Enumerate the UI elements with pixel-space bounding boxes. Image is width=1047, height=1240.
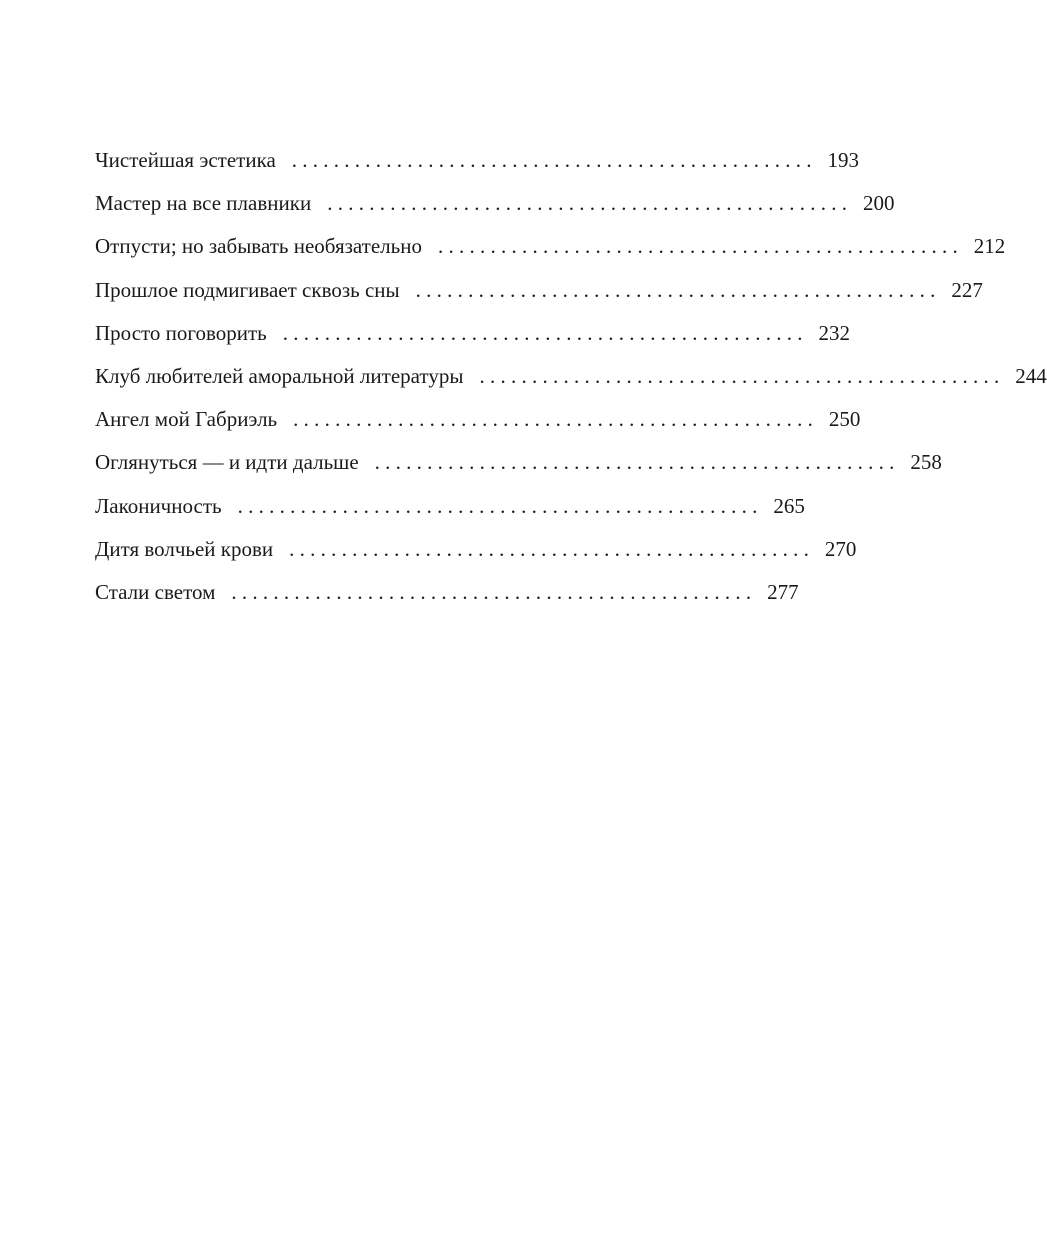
toc-entry[interactable]: [95, 534, 857, 577]
toc-entry-title: Прошлое подмигивает сквозь сны: [95, 277, 400, 302]
toc-dot-leader: . . . . . . . . . . . . . . . . . . . . . . . . . . . . . . . . . . . . . . . . . . . . . . . . . .: [374, 450, 895, 475]
toc-dot-leader: . . . . . . . . . . . . . . . . . . . . . . . . . . . . . . . . . . . . . . . . . . . . . . . . . .: [293, 407, 813, 432]
toc-entry-page: 265: [773, 493, 805, 518]
table-of-contents: [95, 145, 1047, 620]
toc-entry-page: 200: [862, 191, 895, 216]
toc-entry[interactable]: [95, 361, 1047, 404]
toc-entry-page: 244: [1015, 363, 1047, 388]
toc-entry[interactable]: [95, 447, 942, 490]
toc-entry-title: Стали светом: [95, 579, 216, 604]
toc-entry-title: Мастер на все плавники: [95, 191, 312, 216]
toc-dot-leader: . . . . . . . . . . . . . . . . . . . . . . . . . . . . . . . . . . . . . . . . . . . . . . . . . .: [415, 277, 936, 302]
toc-entry-title: Отпусти; но забывать необязательно: [95, 234, 422, 259]
toc-entry[interactable]: [95, 231, 1006, 274]
toc-entry-title: Оглянуться — и идти дальше: [95, 450, 359, 475]
toc-entry-page: 212: [973, 234, 1006, 259]
toc-entry[interactable]: [95, 577, 799, 620]
toc-entry-title: Клуб любителей аморальной литературы: [95, 363, 464, 388]
toc-dot-leader: . . . . . . . . . . . . . . . . . . . . . . . . . . . . . . . . . . . . . . . . . . . . . . . . . .: [327, 191, 847, 216]
toc-dot-leader: . . . . . . . . . . . . . . . . . . . . . . . . . . . . . . . . . . . . . . . . . . . . . . . . . .: [237, 493, 758, 518]
toc-dot-leader: . . . . . . . . . . . . . . . . . . . . . . . . . . . . . . . . . . . . . . . . . . . . . . . . . .: [479, 363, 1000, 388]
toc-entry-title: Дитя волчьей крови: [95, 536, 274, 561]
toc-entry-title: Чистейшая эстетика: [95, 148, 276, 172]
toc-entry[interactable]: [95, 275, 983, 318]
toc-entry[interactable]: [95, 404, 861, 447]
toc-entry-title: Ангел мой Габриэль: [95, 407, 278, 432]
toc-entry[interactable]: [95, 145, 860, 188]
toc-entry-page: 193: [827, 148, 860, 172]
toc-entry[interactable]: [95, 318, 851, 361]
toc-entry-page: 227: [951, 277, 983, 302]
toc-dot-leader: . . . . . . . . . . . . . . . . . . . . . . . . . . . . . . . . . . . . . . . . . . . . . . . . . .: [289, 536, 809, 561]
toc-dot-leader: . . . . . . . . . . . . . . . . . . . . . . . . . . . . . . . . . . . . . . . . . . . . . . . . . .: [282, 320, 803, 345]
toc-entry-page: 270: [824, 536, 857, 561]
toc-entry[interactable]: [95, 491, 805, 534]
toc-entry-page: 232: [818, 320, 851, 345]
toc-dot-leader: . . . . . . . . . . . . . . . . . . . . . . . . . . . . . . . . . . . . . . . . . . . . . . . . . .: [231, 579, 752, 604]
toc-dot-leader: . . . . . . . . . . . . . . . . . . . . . . . . . . . . . . . . . . . . . . . . . . . . . . . . . .: [291, 148, 812, 172]
toc-dot-leader: . . . . . . . . . . . . . . . . . . . . . . . . . . . . . . . . . . . . . . . . . . . . . . . . . .: [437, 234, 958, 259]
toc-entry-page: 277: [767, 579, 799, 604]
toc-entry-page: 258: [910, 450, 942, 475]
toc-entry-title: Просто поговорить: [95, 320, 267, 345]
toc-entry-page: 250: [828, 407, 861, 432]
toc-entry[interactable]: [95, 188, 895, 231]
toc-entry-title: Лаконичность: [95, 493, 222, 518]
